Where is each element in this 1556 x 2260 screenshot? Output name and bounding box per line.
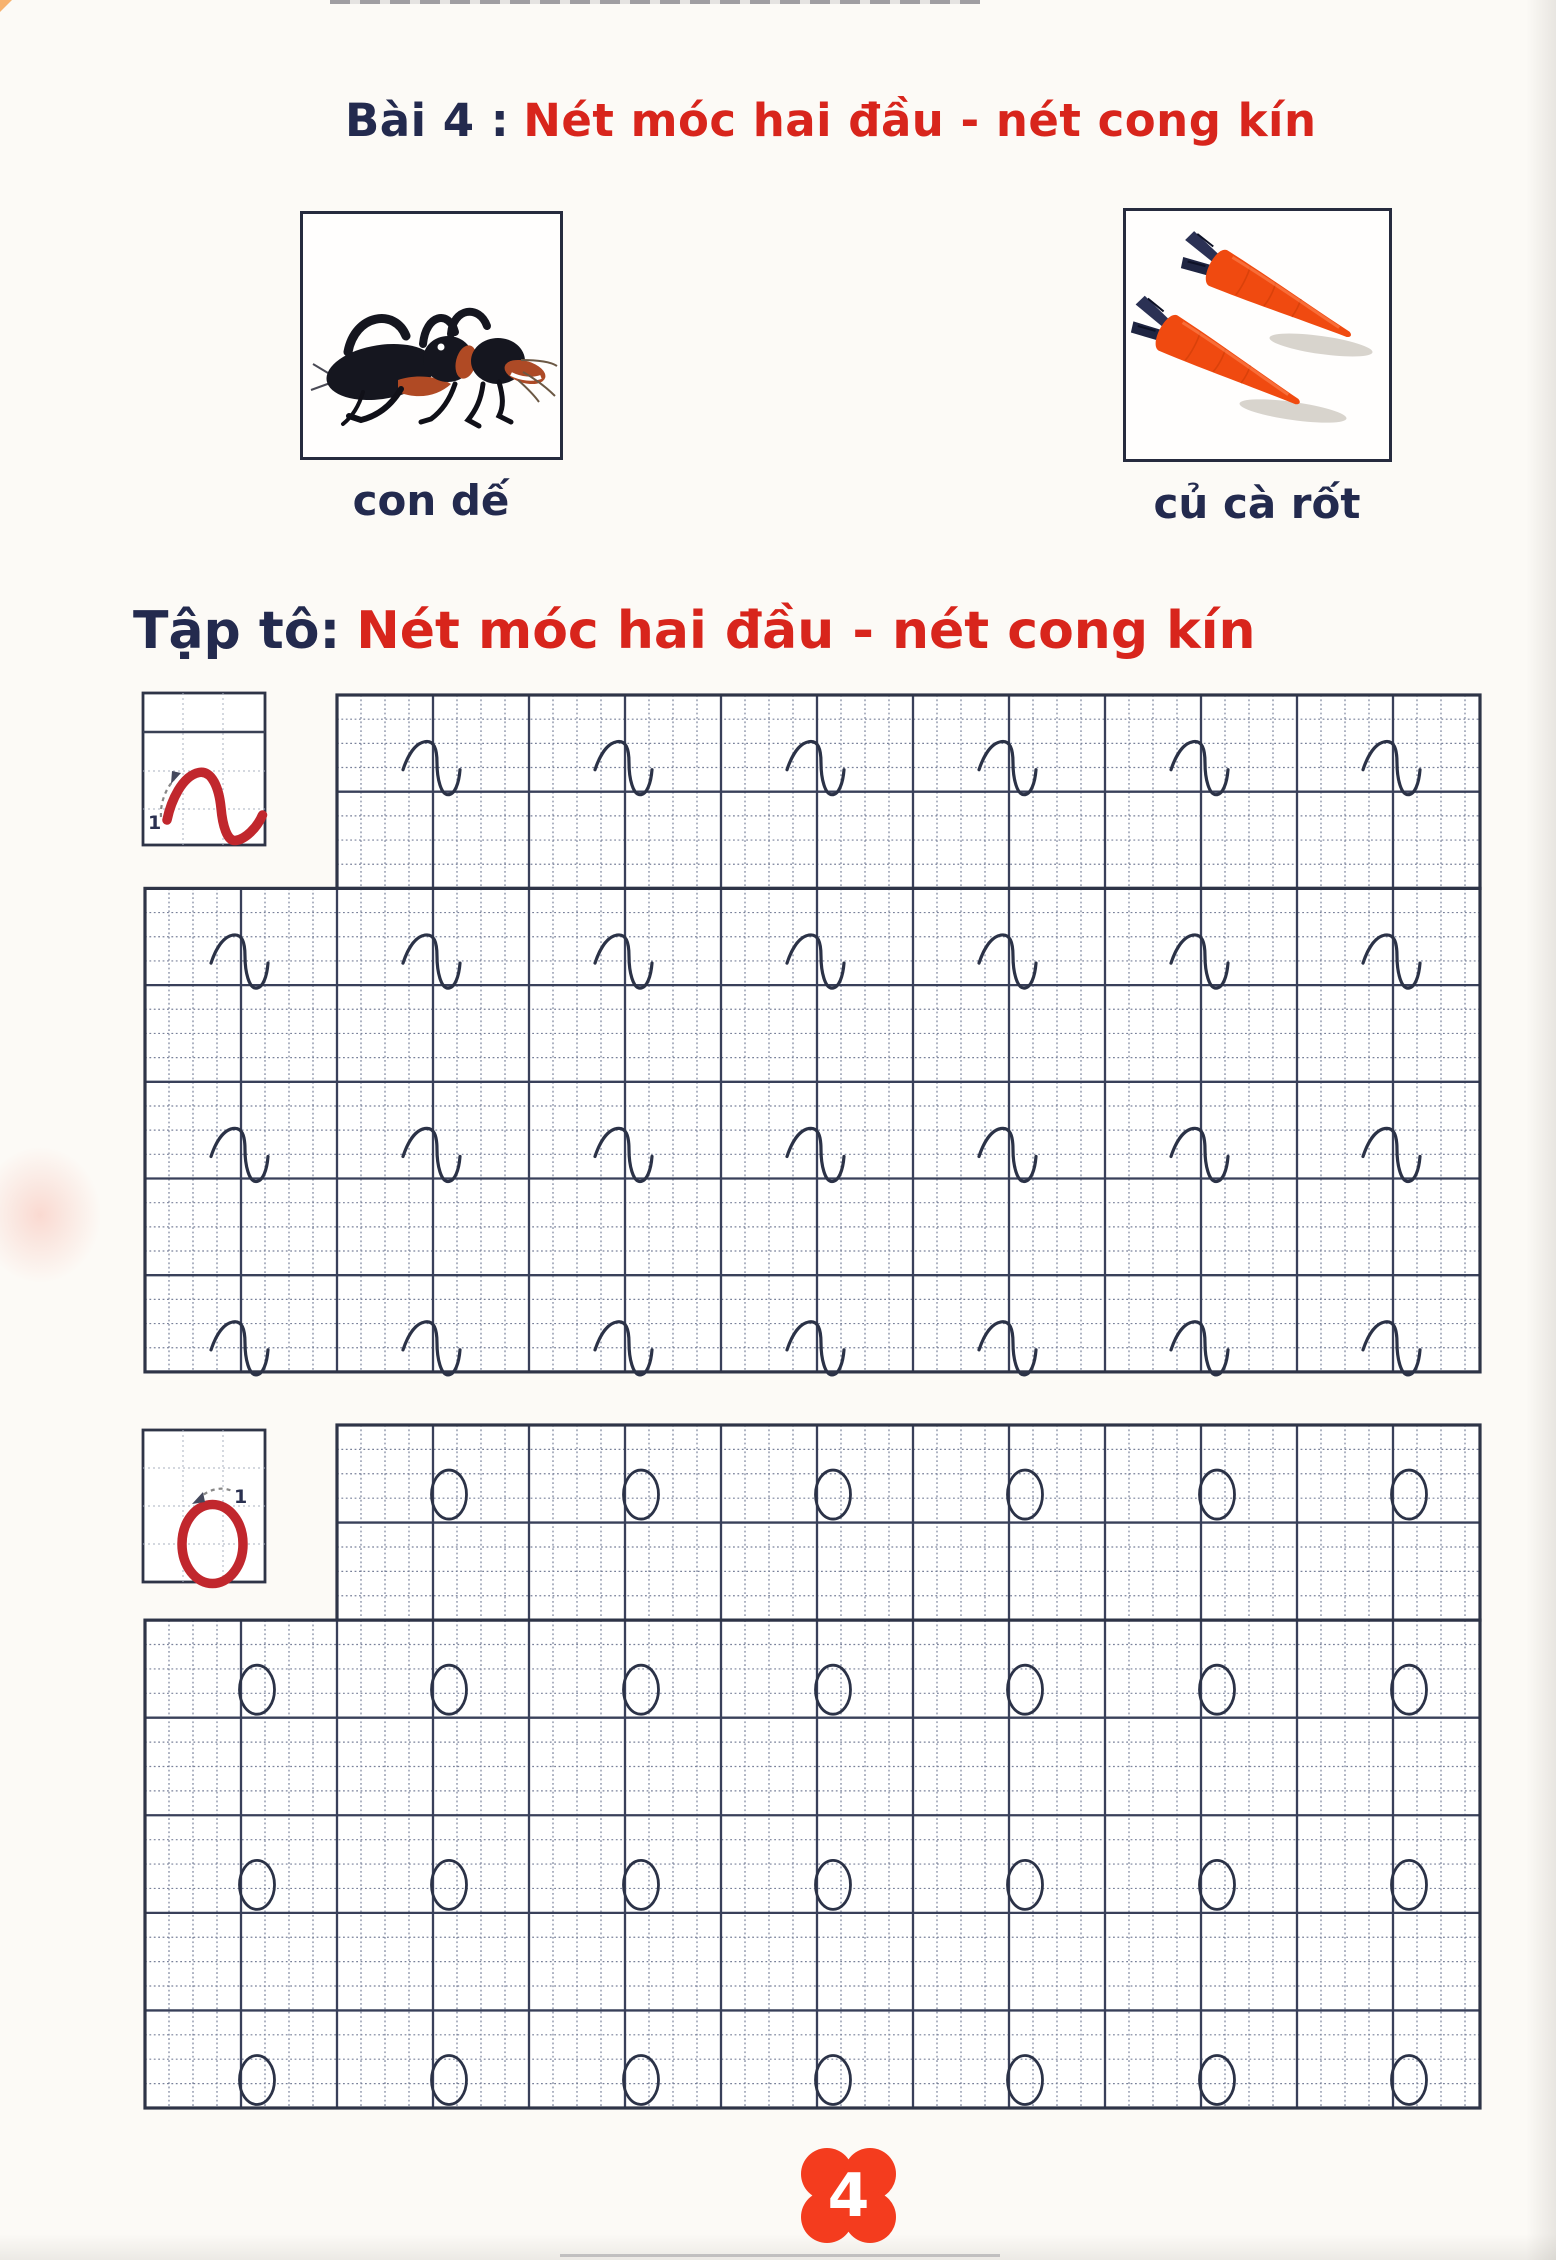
section-label: Tập tô: — [133, 601, 341, 661]
guide-step-number: 1 — [234, 1486, 248, 1508]
page-number-badge — [800, 2147, 897, 2244]
section-title-text: Nét móc hai đầu - nét cong kín — [356, 601, 1256, 661]
lesson-title-text: Nét móc hai đầu - nét cong kín — [523, 94, 1317, 147]
guide-box-closed-curve — [143, 1430, 265, 1584]
practice-block-closed-curve — [143, 1425, 1480, 2108]
practice-block-hook-stroke — [143, 693, 1480, 1375]
cricket-caption: con dế — [352, 476, 510, 525]
carrot-caption: củ cà rốt — [1153, 479, 1361, 528]
lesson-number-label: Bài 4 : — [345, 94, 510, 147]
guide-step-number: 1 — [148, 812, 162, 834]
guide-box-hook-stroke — [143, 693, 265, 845]
page-number: 4 — [827, 2161, 870, 2231]
